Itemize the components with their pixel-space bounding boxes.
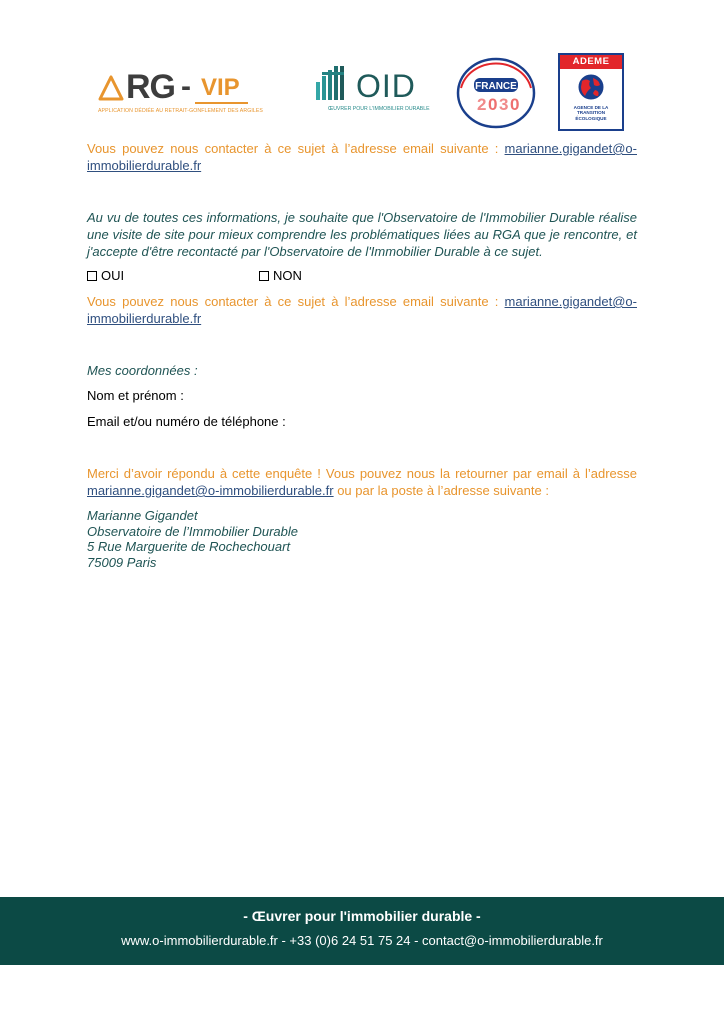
ademe-head: ADEME: [560, 55, 622, 69]
ademe-subtitle-line: ÉCOLOGIQUE: [575, 115, 607, 121]
non-checkbox[interactable]: [259, 271, 269, 281]
name-label: Nom et prénom :: [87, 388, 184, 403]
oui-option[interactable]: [87, 267, 124, 284]
email-link[interactable]: marianne.gigandet@o-immobilierdurable.fr: [87, 294, 637, 326]
address-line: Marianne Gigandet: [87, 508, 198, 523]
france-2030-logo: [455, 56, 537, 130]
contact-paragraph-1: [87, 140, 637, 174]
france-2030-digit-3: 3: [499, 95, 509, 114]
ademe-logo: [558, 53, 624, 131]
oui-checkbox[interactable]: [87, 271, 97, 281]
visit-request-paragraph: Au vu de toutes ces informations, je souhaite que l'Observatoire de l'Immobilier Durable réalise une visite de site pour mieux comprendre les problématiques liées au RGA que je rencontre, et j'accepte d'être recontacté par l'Observatoire de l'Immobilier Durable à ce sujet.: [87, 210, 637, 259]
globe-icon: [576, 72, 606, 102]
ademe-subtitle-line: TRANSITION: [576, 110, 606, 116]
address-line: Observatoire de l’Immobilier Durable: [87, 523, 298, 539]
contact-label: Email et/ou numéro de téléphone :: [87, 414, 286, 429]
non-option[interactable]: [259, 267, 302, 284]
thanks-suffix: ou par la poste à l’adresse suivante :: [333, 483, 549, 498]
arg-vip-dash: -: [181, 70, 191, 103]
france-2030-top: FRANCE: [475, 81, 517, 92]
email-link[interactable]: marianne.gigandet@o-immobilierdurable.fr: [87, 141, 637, 173]
postal-address: [87, 508, 298, 570]
ademe-subtitle-line: AGENCE DE LA: [573, 105, 609, 110]
building-bars-icon: [314, 62, 354, 102]
france-2030-digit-4: 0: [510, 95, 520, 114]
arg-vip-logo: [98, 68, 280, 116]
arg-vip-subtitle: APPLICATION DÉDIÉE AU RETRAIT-GONFLEMENT DES ARGILES: [98, 108, 263, 114]
contact-text: Vous pouvez nous contacter à ce sujet à l’adresse email suivante :: [87, 141, 505, 156]
ademe-subtitle: [560, 105, 622, 121]
france-2030-emblem-icon: [455, 56, 537, 130]
thanks-paragraph: [87, 465, 637, 499]
contact-text: Vous pouvez nous contacter à ce sujet à l’adresse email suivante :: [87, 294, 505, 309]
footer-contact: www.o-immobilierdurable.fr - +33 (0)6 24 51 75 24 - contact@o-immobilierdurable.fr: [121, 933, 603, 948]
address-line: 75009 Paris: [87, 554, 157, 570]
france-2030-digit-1: 2: [477, 95, 487, 114]
contact-paragraph-2: [87, 293, 637, 327]
page-footer: [0, 897, 724, 965]
logo-bar: [0, 52, 724, 132]
arg-vip-main: RG: [126, 68, 175, 106]
oid-subtitle: ŒUVRER POUR L'IMMOBILIER DURABLE: [328, 106, 430, 112]
oui-label: OUI: [101, 268, 125, 283]
email-link[interactable]: marianne.gigandet@o-immobilierdurable.fr: [87, 483, 334, 498]
non-label: NON: [273, 268, 302, 283]
arg-vip-vip: VIP: [197, 74, 244, 102]
footer-tagline: - Œuvrer pour l'immobilier durable -: [243, 908, 481, 924]
address-line: 5 Rue Marguerite de Rochechouart: [87, 539, 291, 554]
coordinates-heading: Mes coordonnées :: [87, 363, 198, 378]
triangle-icon: [98, 74, 124, 102]
thanks-text: Merci d’avoir répondu à cette enquête ! Vous pouvez nous la retourner par email à l’adresse: [87, 466, 637, 481]
oid-logo: [314, 62, 434, 118]
france-2030-digit-2: 0: [488, 95, 498, 114]
oid-main: OID: [356, 68, 416, 104]
